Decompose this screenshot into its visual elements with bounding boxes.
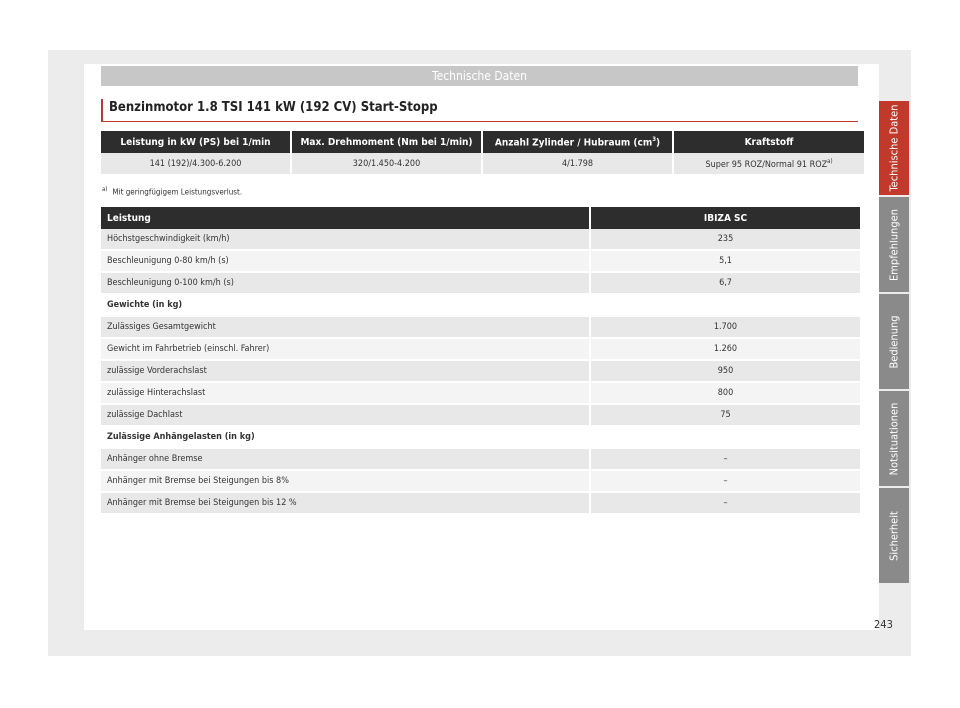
row-label: Zulässiges Gesamtgewicht [101, 317, 589, 339]
footnote [102, 186, 242, 197]
page-title: Benzinmotor 1.8 TSI 141 kW (192 CV) Start-Stopp [101, 99, 858, 121]
cell-fuel-text: Super 95 ROZ/Normal 91 ROZ [705, 159, 828, 170]
section-label: Zulässige Anhängelasten (in kg) [101, 427, 589, 449]
row-label: Beschleunigung 0-80 km/h (s) [101, 251, 589, 273]
row-label: Anhänger mit Bremse bei Steigungen bis 12 % [101, 493, 589, 515]
table-row [101, 361, 860, 383]
tab-technische-daten[interactable] [879, 101, 909, 195]
row-value: 1.700 [591, 317, 860, 339]
row-value: 6,7 [591, 273, 860, 295]
table-row [101, 339, 860, 361]
header-torque: Max. Drehmoment (Nm bei 1/min) [292, 131, 481, 153]
header-leistung: Leistung [101, 207, 589, 229]
table-row [101, 317, 860, 339]
engine-table-header-row [101, 131, 864, 153]
footnote-ref: a) [827, 157, 833, 165]
row-label: Beschleunigung 0-100 km/h (s) [101, 273, 589, 295]
row-label: Anhänger mit Bremse bei Steigungen bis 8% [101, 471, 589, 493]
table-row [101, 273, 860, 295]
header-fuel: Kraftstoff [674, 131, 864, 153]
performance-table [99, 207, 862, 515]
side-tab-label: Empfehlungen [887, 208, 901, 281]
page-number: 243 [874, 618, 893, 631]
side-tab-label: Notsituationen [887, 402, 901, 475]
row-label: zulässige Dachlast [101, 405, 589, 427]
table-row [101, 449, 860, 471]
table-row [101, 405, 860, 427]
section-header: Technische Daten [101, 66, 858, 86]
cell-fuel [674, 153, 864, 176]
row-value: – [591, 493, 860, 515]
row-label: Höchstgeschwindigkeit (km/h) [101, 229, 589, 251]
performance-table-header-row [101, 207, 860, 229]
footnote-marker: a) [102, 186, 108, 193]
row-label: Gewicht im Fahrbetrieb (einschl. Fahrer) [101, 339, 589, 361]
tab-notsituationen[interactable] [879, 391, 909, 486]
table-row [101, 229, 860, 251]
row-value: 75 [591, 405, 860, 427]
header-cylinders [483, 131, 672, 153]
header-cylinders-suffix: ) [656, 137, 661, 149]
table-row [101, 471, 860, 493]
side-tab-label: Sicherheit [887, 510, 901, 561]
row-label: zulässige Vorderachslast [101, 361, 589, 383]
row-value: 1.260 [591, 339, 860, 361]
table-row [101, 427, 860, 449]
side-tab-label: Bedienung [887, 314, 901, 369]
engine-table-row [101, 153, 864, 176]
table-row [101, 493, 860, 515]
cell-cylinders: 4/1.798 [483, 153, 672, 176]
header-power: Leistung in kW (PS) bei 1/min [101, 131, 290, 153]
row-label: Anhänger ohne Bremse [101, 449, 589, 471]
tab-bedienung[interactable] [879, 294, 909, 389]
row-label: zulässige Hinterachslast [101, 383, 589, 405]
footnote-text: Mit geringfügigem Leistungsverlust. [112, 187, 243, 197]
row-value: 235 [591, 229, 860, 251]
header-cylinders-superscript: 3 [652, 135, 657, 143]
cell-power: 141 (192)/4.300-6.200 [101, 153, 290, 176]
row-value: 950 [591, 361, 860, 383]
row-value: 800 [591, 383, 860, 405]
table-row [101, 383, 860, 405]
row-value: – [591, 471, 860, 493]
table-row [101, 251, 860, 273]
header-cylinders-text: Anzahl Zylinder / Hubraum (cm [494, 137, 653, 149]
tab-sicherheit[interactable] [879, 488, 909, 583]
title-divider [101, 121, 858, 122]
section-label: Gewichte (in kg) [101, 295, 589, 317]
row-value: – [591, 449, 860, 471]
engine-table [99, 131, 866, 176]
row-value [591, 295, 860, 317]
tab-empfehlungen[interactable] [879, 197, 909, 292]
side-tab-label: Technische Daten [887, 104, 901, 192]
row-value [591, 427, 860, 449]
table-row [101, 295, 860, 317]
row-value: 5,1 [591, 251, 860, 273]
cell-torque: 320/1.450-4.200 [292, 153, 481, 176]
header-model: IBIZA SC [591, 207, 860, 229]
